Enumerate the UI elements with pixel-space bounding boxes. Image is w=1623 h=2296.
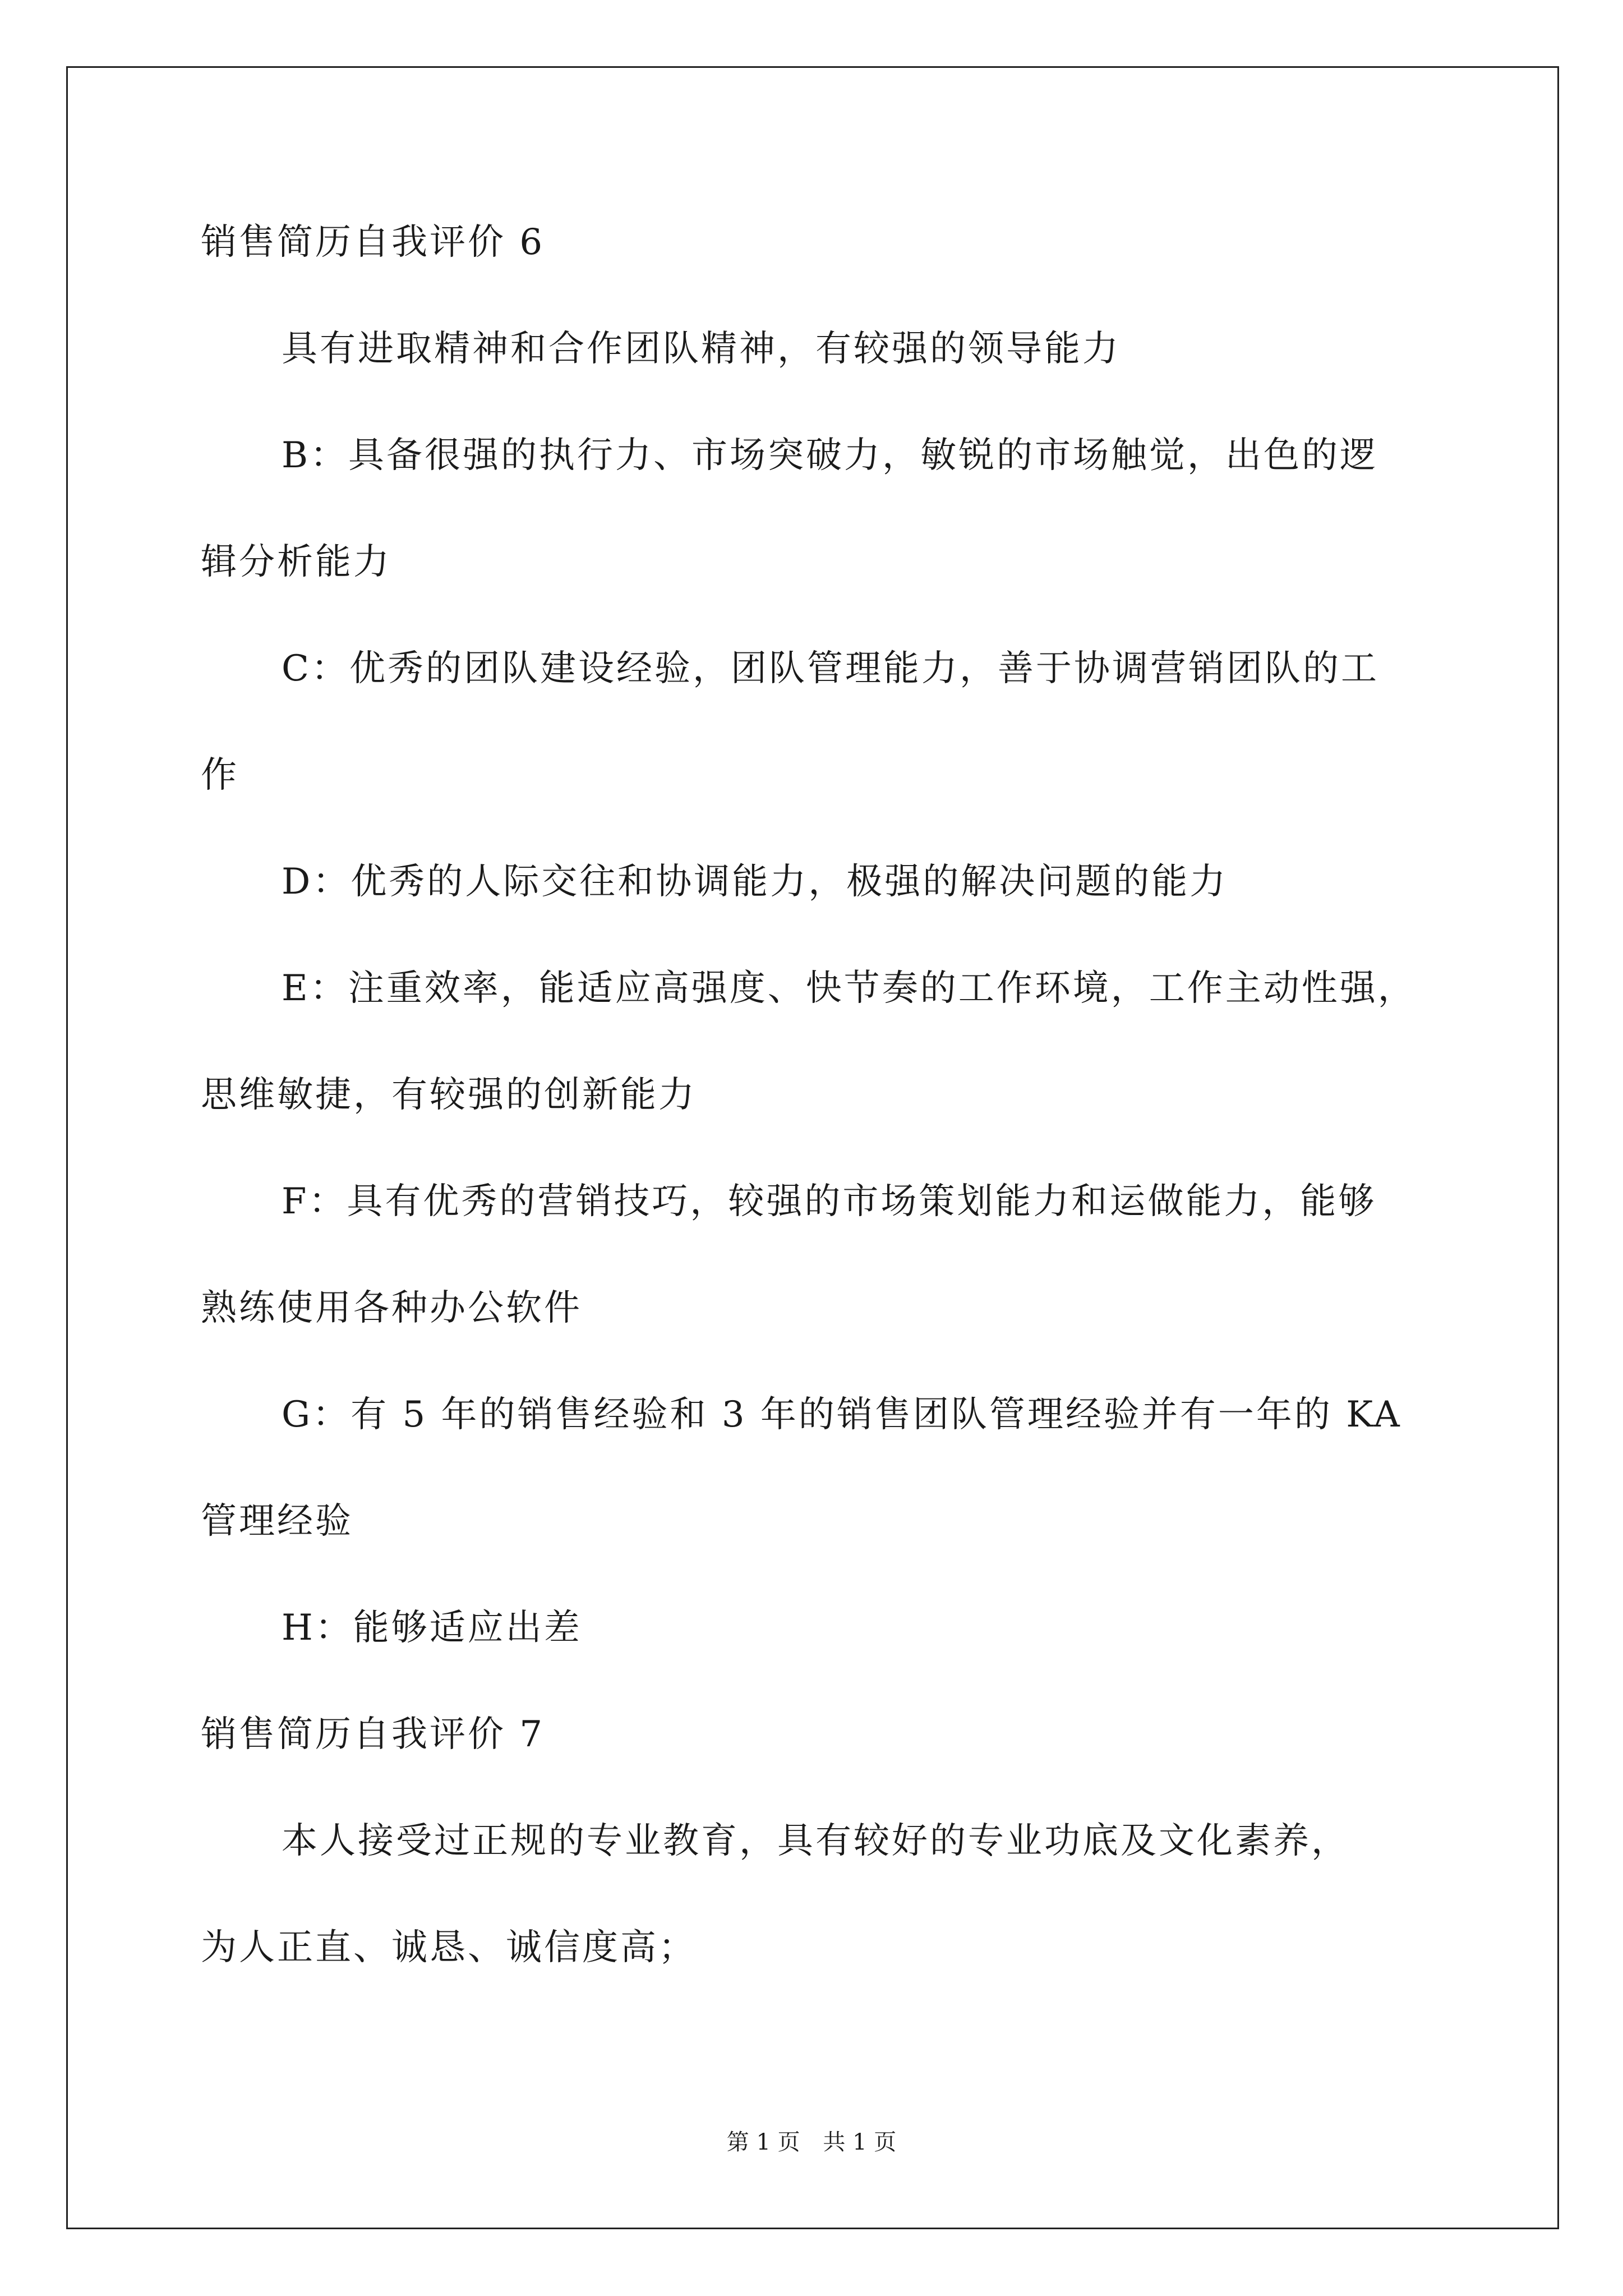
paragraph-g-line2: 管理经验 [201, 1501, 353, 1542]
paragraph-intro: 具有进取精神和合作团队精神，有较强的领导能力 [282, 328, 1121, 370]
paragraph-f-line2: 熟练使用各种办公软件 [201, 1287, 582, 1329]
section-heading-6: 销售简历自我评价 6 [201, 222, 545, 263]
page-border [66, 66, 1559, 2229]
page-total: 共 1 页 [823, 2129, 897, 2155]
paragraph-7-line2: 为人正直、诚恳、诚信度高； [201, 1927, 697, 1968]
page-footer [0, 2129, 1623, 2156]
paragraph-e-line1: E：注重效率，能适应高强度、快节奏的工作环境，工作主动性强， [282, 968, 1416, 1009]
paragraph-7-line1: 本人接受过正规的专业教育，具有较好的专业功底及文化素养， [282, 1820, 1349, 1862]
paragraph-g-line1: G：有 5 年的销售经验和 3 年的销售团队管理经验并有一年的 KA [282, 1394, 1402, 1435]
section-heading-7: 销售简历自我评价 7 [201, 1714, 545, 1755]
paragraph-c-line2: 作 [201, 754, 239, 796]
paragraph-b-line2: 辑分析能力 [201, 541, 391, 583]
paragraph-d: D：优秀的人际交往和协调能力，极强的解决问题的能力 [282, 861, 1228, 903]
paragraph-h: H：能够适应出差 [282, 1607, 582, 1649]
page-number: 第 1 页 [726, 2129, 800, 2155]
paragraph-f-line1: F：具有优秀的营销技巧，较强的市场策划能力和运做能力，能够 [282, 1181, 1377, 1222]
paragraph-c-line1: C：优秀的团队建设经验，团队管理能力，善于协调营销团队的工 [282, 648, 1379, 689]
paragraph-b-line1: B：具备很强的执行力、市场突破力，敏锐的市场触觉，出色的逻 [282, 435, 1378, 476]
paragraph-e-line2: 思维敏捷，有较强的创新能力 [201, 1074, 697, 1116]
